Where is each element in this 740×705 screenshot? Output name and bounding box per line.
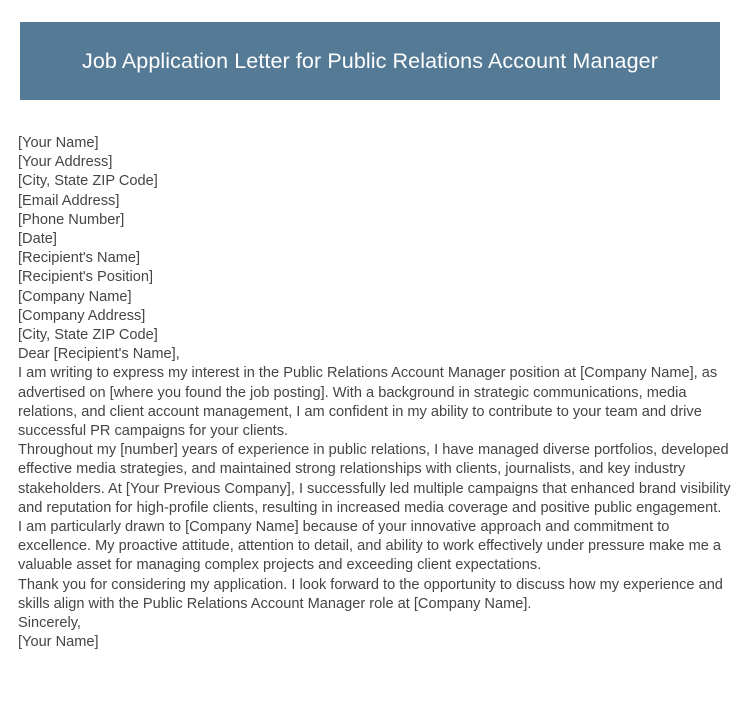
letter-body xyxy=(18,134,732,652)
letter-paragraph-4: Thank you for considering my application. I look forward to the opportunity to discuss how my experience and skills align with the Public Relations Account Manager role at [Company Name]. xyxy=(18,576,723,612)
sender-line-address: [Your Address] xyxy=(18,154,113,171)
sender-address-block xyxy=(18,134,732,249)
recipient-line-address: [Company Address] xyxy=(18,307,146,324)
recipient-line-position: [Recipient's Position] xyxy=(18,269,154,286)
letter-paragraph-1: I am writing to express my interest in the Public Relations Account Manager position at [Company Name], as advertised on [where you found the job posting]. With a background in strategic communications, media relations, and client account management, I am confident in my ability to contribute to your team and drive successful PR campaigns for your clients. xyxy=(18,365,718,440)
sender-line-date: [Date] xyxy=(18,231,57,248)
letter-paragraph-3: I am particularly drawn to [Company Name] because of your innovative approach and commitment to excellence. My proactive attitude, attention to detail, and ability to work effectively under pressure make me a valuable asset for managing complex projects and exceeding client expectations. xyxy=(18,519,722,574)
salutation: Dear [Recipient's Name], xyxy=(18,346,180,363)
closing: Sincerely, xyxy=(18,615,81,632)
recipient-line-name: [Recipient's Name] xyxy=(18,250,141,267)
recipient-address-block xyxy=(18,249,732,345)
document-title: Job Application Letter for Public Relations Account Manager xyxy=(82,48,658,73)
sender-line-city: [City, State ZIP Code] xyxy=(18,173,158,190)
document-header-banner xyxy=(20,22,720,100)
recipient-line-company: [Company Name] xyxy=(18,288,132,305)
sender-line-phone: [Phone Number] xyxy=(18,211,125,228)
sender-line-email: [Email Address] xyxy=(18,192,120,209)
signature: [Your Name] xyxy=(18,634,99,651)
recipient-line-city: [City, State ZIP Code] xyxy=(18,327,158,344)
letter-paragraph-2: Throughout my [number] years of experience in public relations, I have managed diverse portfolios, developed effective media strategies, and maintained strong relationships with clients, journalists, and key industry stakeholders. At [Your Previous Company], I successfully led multiple campaigns that enhanced brand visibility and reputation for high-profile clients, resulting in increased media coverage and positive public engagement. xyxy=(18,442,731,516)
sender-line-name: [Your Name] xyxy=(18,135,99,151)
